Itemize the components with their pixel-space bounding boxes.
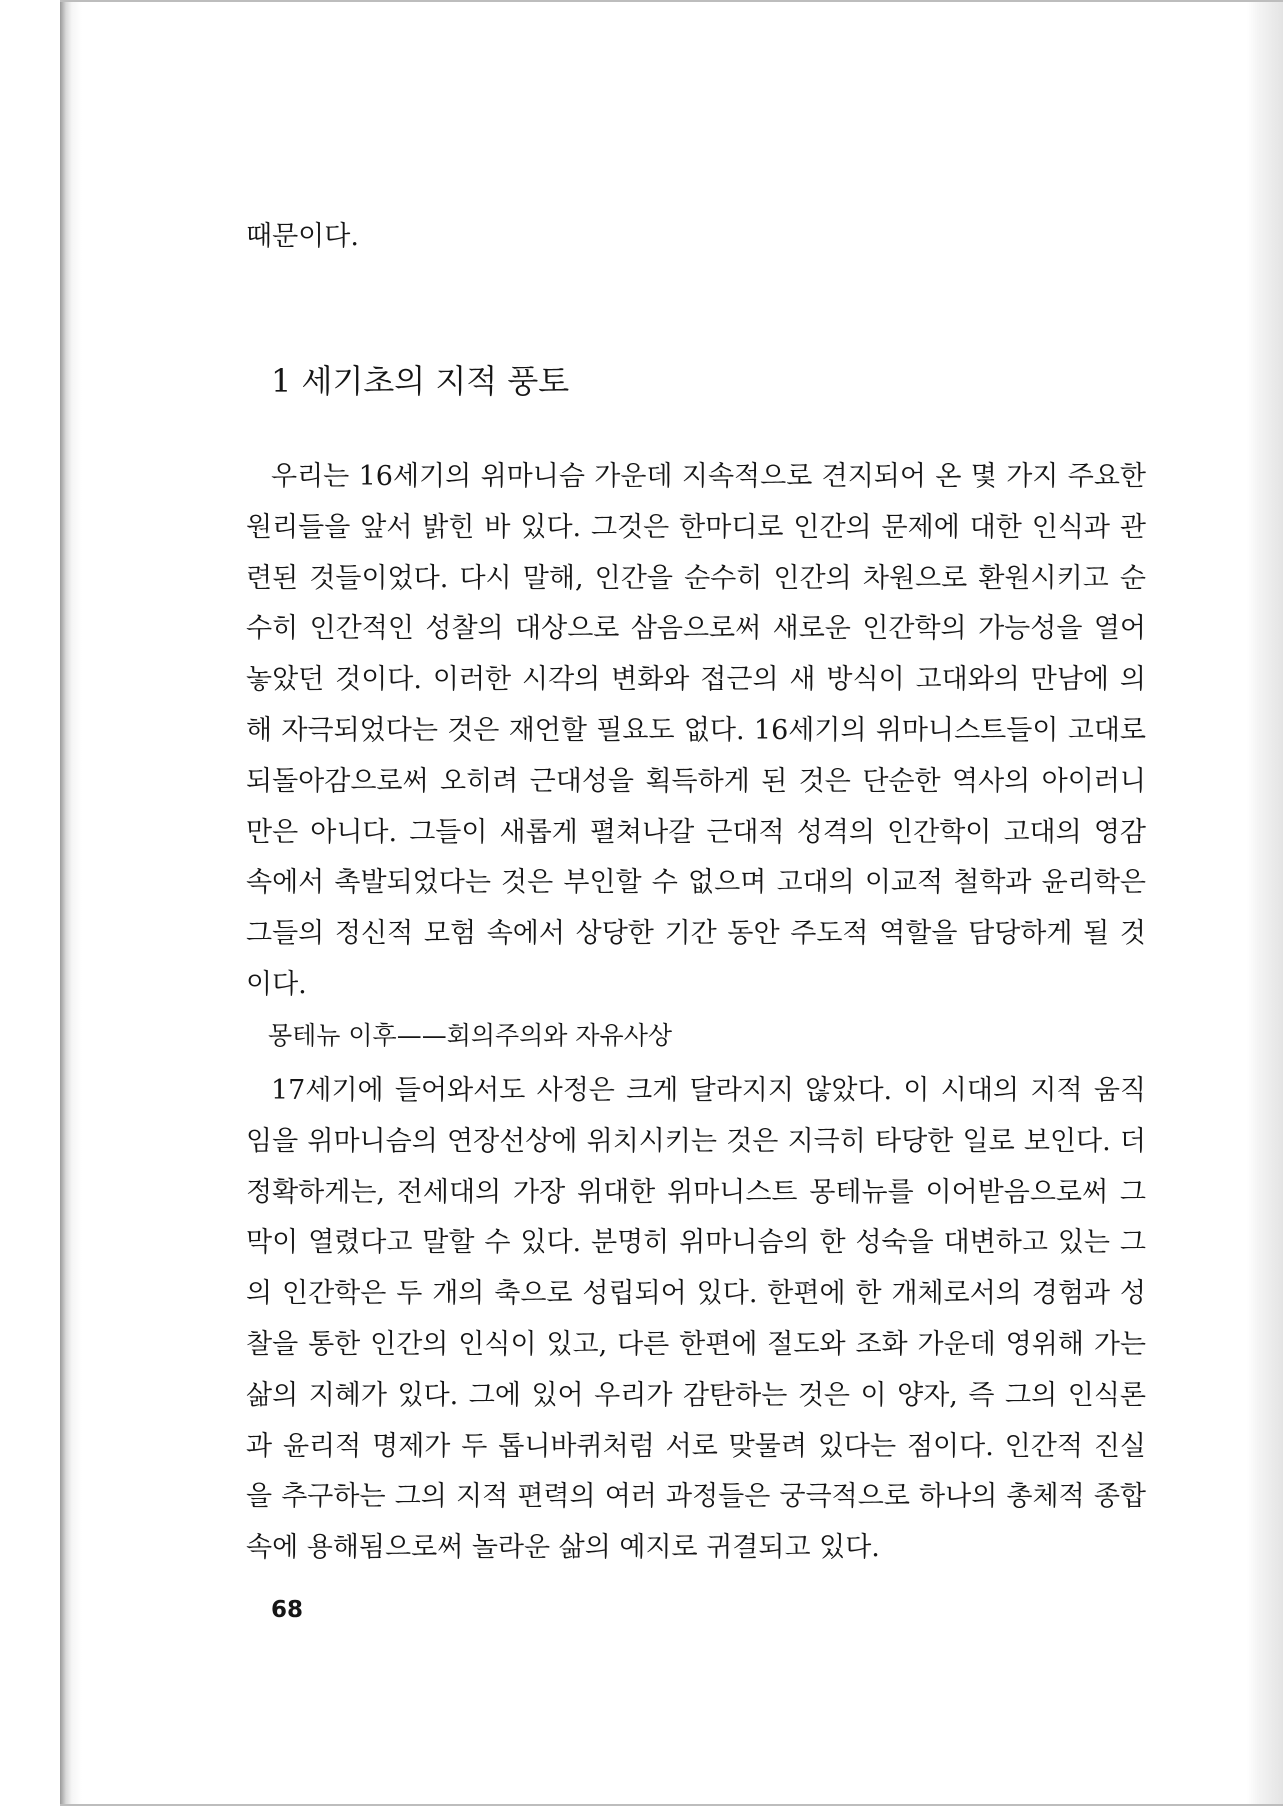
body-paragraph-2: 17세기에 들어와서도 사정은 크게 달라지지 않았다. 이 시대의 지적 움직임을 위마니슴의 연장선상에 위치시키는 것은 지극히 타당한 일로 보인다. 더 정확하게는, 전세대의 가장 위대한 위마니스트 몽테뉴를 이어받음으로써 그 막이 열렸다고 말할 수 있다. 분명히 위마니슴의 한 성숙을 대변하고 있는 그의 인간학은 두 개의 축으로 성립되어 있다. 한편에 한 개체로서의 경험과 성찰을 통한 인간의 인식이 있고, 다른 한편에 절도와 조화 가운데 영위해 가는 삶의 지혜가 있다. 그에 있어 우리가 감탄하는 것은 이 양자, 즉 그의 인식론과 윤리적 명제가 두 톱니바퀴처럼 서로 맞물려 있다는 점이다. 인간적 진실을 추구하는 그의 지적 편력의 여러 과정들은 궁극적으로 하나의 총체적 종합 속에 용해됨으로써 놀라운 삶의 예지로 귀결되고 있다. <box>246 1075 1146 1564</box>
body-paragraph-1: 우리는 16세기의 위마니슴 가운데 지속적으로 견지되어 온 몇 가지 주요한 원리들을 앞서 밝힌 바 있다. 그것은 한마디로 인간의 문제에 대한 인식과 관련된 것들이었다. 다시 말해, 인간을 순수히 인간의 차원으로 환원시키고 순수히 인간적인 성찰의 대상으로 삼음으로써 새로운 인간학의 가능성을 열어놓았던 것이다. 이러한 시각의 변화와 접근의 새 방식이 고대와의 만남에 의해 자극되었다는 것은 재언할 필요도 없다. 16세기의 위마니스트들이 고대로 되돌아감으로써 오히려 근대성을 획득하게 된 것은 단순한 역사의 아이러니만은 아니다. 그들이 새롭게 펼쳐나갈 근대적 성격의 인간학이 고대의 영감 속에서 촉발되었다는 것은 부인할 수 없으며 고대의 이교적 철학과 윤리학은 그들의 정신적 모험 속에서 상당한 기간 동안 주도적 역할을 담당하게 될 것이다. <box>246 461 1146 1000</box>
page-number: 68 <box>271 1597 304 1623</box>
sub-heading: 몽테뉴 이후——회의주의와 자유사상 <box>268 1021 672 1050</box>
carryover-text: 때문이다. <box>246 221 359 252</box>
page-top-edge <box>60 0 1283 2</box>
section-heading: 1 세기초의 지적 풍토 <box>271 362 570 400</box>
